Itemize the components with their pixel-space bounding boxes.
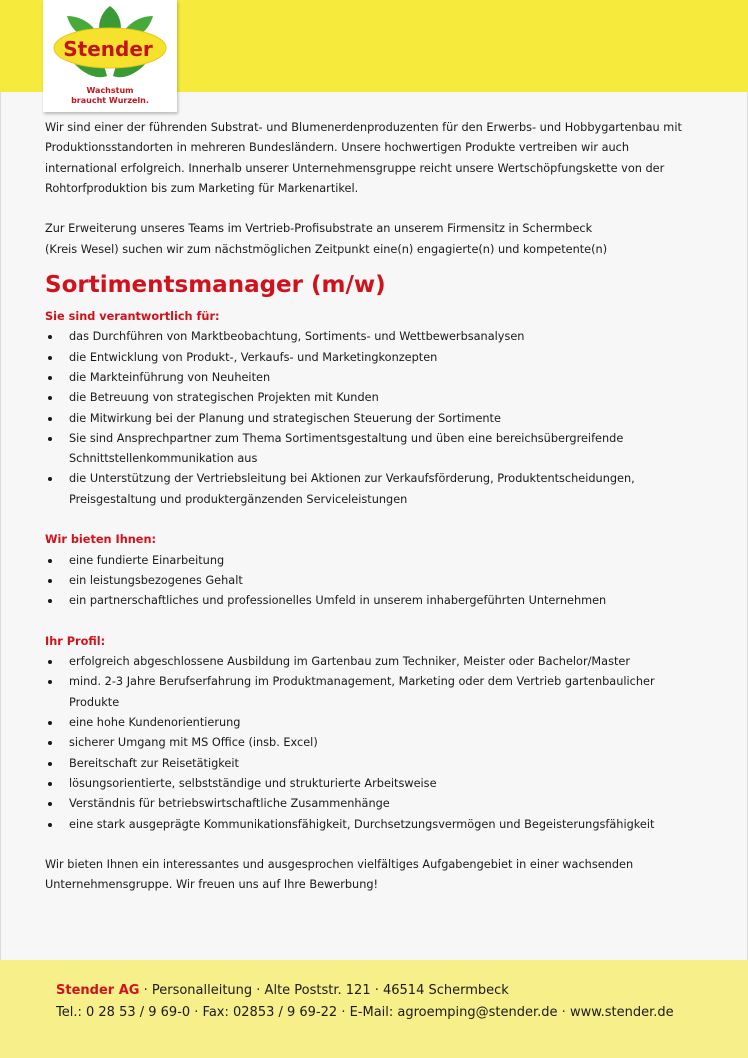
list-item: erfolgreich abgeschlossene Ausbildung im Gartenbau zum Techniker, Meister oder Bachelor/Master <box>45 652 695 672</box>
footer-company: Stender AG <box>56 983 140 998</box>
bullet-icon <box>48 579 52 583</box>
footer-contact <box>56 980 716 1024</box>
footer-contact-line: Tel.: 0 28 53 / 9 69-0 · Fax: 02853 / 9 69-22 · E-Mail: agroemping@stender.de · www.stender.de <box>56 1005 674 1020</box>
bullet-icon <box>48 477 52 481</box>
list-item: ein leistungsbezogenes Gehalt <box>45 571 695 591</box>
footer-address-line <box>56 980 716 1002</box>
logo-tagline-line2: braucht Wurzeln. <box>71 96 149 105</box>
bullet-icon <box>48 437 52 441</box>
offer-list <box>45 551 695 612</box>
list-item: das Durchführen von Marktbeobachtung, Sortiments- und Wettbewerbsanalysen <box>45 327 695 347</box>
logo-wordmark <box>43 0 177 90</box>
bullet-icon <box>48 823 52 827</box>
bullet-icon <box>48 741 52 745</box>
logo-tagline-line1: Wachstum <box>86 86 134 95</box>
bullet-icon <box>48 680 52 684</box>
list-item: eine stark ausgeprägte Kommunikationsfähigkeit, Durchsetzungsvermögen und Begeisterungsfähigkeit <box>45 815 695 835</box>
job-title: Sortimentsmanager (m/w) <box>45 272 386 299</box>
list-item: sicherer Umgang mit MS Office (insb. Excel) <box>45 733 695 753</box>
list-item: die Entwicklung von Produkt-, Verkaufs- und Marketingkonzepten <box>45 348 695 368</box>
list-item: lösungsorientierte, selbstständige und strukturierte Arbeitsweise <box>45 774 695 794</box>
bullet-icon <box>48 802 52 806</box>
list-item: Bereitschaft zur Reisetätigkeit <box>45 754 695 774</box>
closing-paragraph: Wir bieten Ihnen ein interessantes und ausgesprochen vielfältiges Aufgabengebiet in einer wachsenden Unternehmensgruppe. Wir freuen uns auf Ihre Bewerbung! <box>45 858 634 892</box>
list-item: die Mitwirkung bei der Planung und strategischen Steuerung der Sortimente <box>45 409 695 429</box>
bullet-icon <box>48 762 52 766</box>
bullet-icon <box>48 417 52 421</box>
bullet-icon <box>48 599 52 603</box>
logo-brand-text: Stender <box>63 37 153 61</box>
responsibilities-heading: Sie sind verantwortlich für: <box>45 310 220 324</box>
profile-heading: Ihr Profil: <box>45 634 106 648</box>
intro-paragraph-2-line1: Zur Erweiterung unseres Teams im Vertrieb-Profisubstrate an unserem Firmensitz in Schermbeck <box>45 222 593 236</box>
stender-logo <box>43 0 177 112</box>
bullet-icon <box>48 782 52 786</box>
responsibilities-list <box>45 327 695 510</box>
bullet-icon <box>48 559 52 563</box>
bullet-icon <box>48 660 52 664</box>
bullet-icon <box>48 356 52 360</box>
list-item: Verständnis für betriebswirtschaftliche Zusammenhänge <box>45 794 695 814</box>
intro-paragraph-2-line2: (Kreis Wesel) suchen wir zum nächstmöglichen Zeitpunkt eine(n) engagierte(n) und kompetente(n) <box>45 242 608 256</box>
list-item: Sie sind Ansprechpartner zum Thema Sortimentsgestaltung und üben eine bereichsübergreifende Schnittstellenkommunikation aus <box>45 429 695 470</box>
bullet-icon <box>48 721 52 725</box>
list-item: eine hohe Kundenorientierung <box>45 713 695 733</box>
list-item: die Markteinführung von Neuheiten <box>45 368 695 388</box>
bullet-icon <box>48 335 52 339</box>
intro-paragraph: Wir sind einer der führenden Substrat- und Blumenerdenproduzenten für den Erwerbs- und Hobbygartenbau mit Produktionsstandorten in mehreren Bundesländern. Unsere hochwertigen Produkte vertreiben wir auch international erfolgreich. Innerhalb unserer Unternehmensgruppe reicht unsere Wertschöpfungskette von der Rohtorfproduktion bis zum Marketing für Markenartikel. <box>45 121 682 195</box>
list-item: eine fundierte Einarbeitung <box>45 551 695 571</box>
list-item: die Unterstützung der Vertriebsleitung bei Aktionen zur Verkaufsförderung, Produktentscheidungen, Preisgestaltung und produktergänzenden Serviceleistungen <box>45 469 695 510</box>
list-item: ein partnerschaftliches und professionelles Umfeld in unserem inhabergeführten Unternehmen <box>45 591 695 611</box>
bullet-icon <box>48 396 52 400</box>
bullet-icon <box>48 376 52 380</box>
list-item: die Betreuung von strategischen Projekten mit Kunden <box>45 388 695 408</box>
offer-heading: Wir bieten Ihnen: <box>45 533 157 547</box>
job-posting <box>45 118 695 896</box>
profile-list <box>45 652 695 835</box>
list-item: mind. 2-3 Jahre Berufserfahrung im Produktmanagement, Marketing oder dem Vertrieb gartenbaulicher Produkte <box>45 672 695 713</box>
footer-address: · Personalleitung · Alte Poststr. 121 · 46514 Schermbeck <box>139 983 509 998</box>
